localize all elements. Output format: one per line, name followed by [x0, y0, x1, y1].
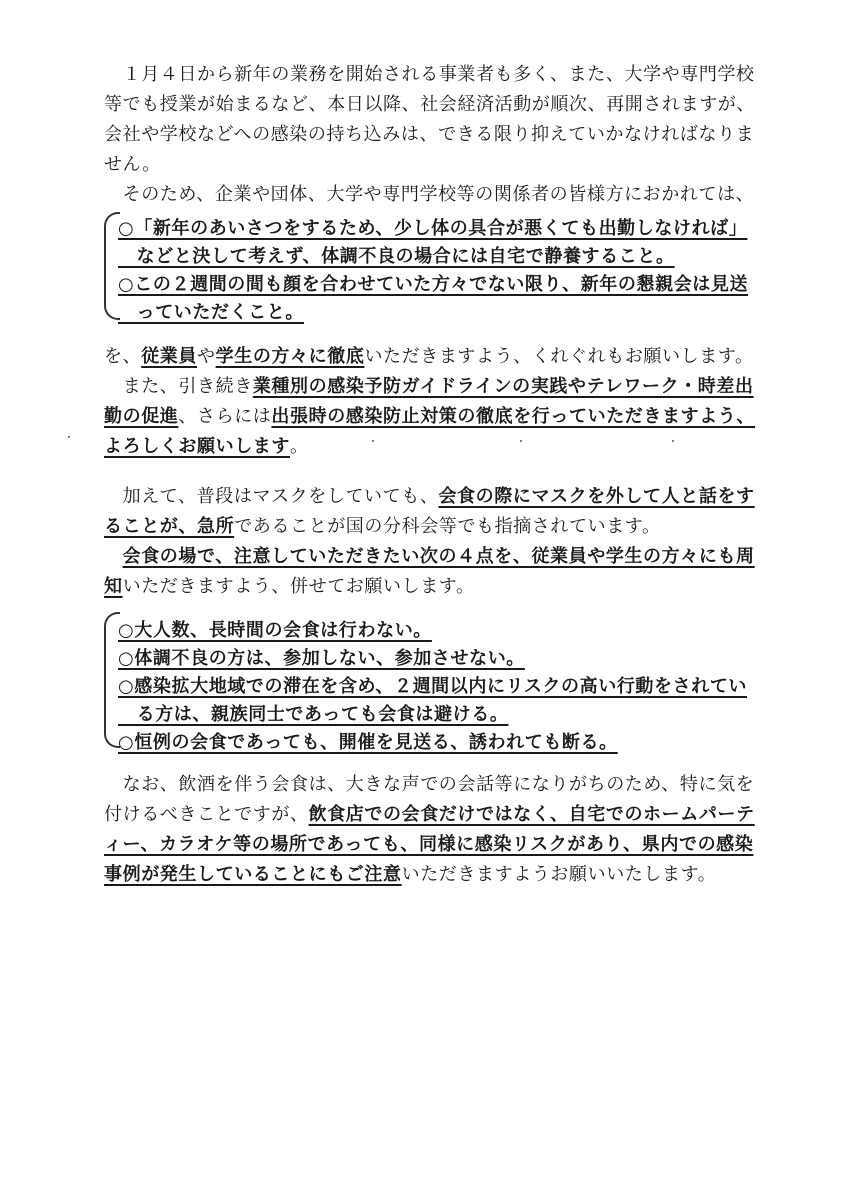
dining-2a: ることが、急所: [104, 516, 235, 537]
scan-speck: [672, 440, 674, 442]
dining-line-4: [104, 574, 475, 600]
dining-4b: いただきますよう、併せてお願いします。: [122, 576, 475, 597]
intro-line-4: せん。: [104, 154, 161, 175]
dining-4a: 知: [104, 576, 123, 597]
dining-3b: 会食の場で、注意していただきたい次の４点を、従業員や学生の方々にも周: [122, 546, 755, 567]
request-1b: 従業員: [141, 346, 198, 367]
request-1a: を、: [104, 346, 142, 367]
request-4a: よろしくお願いします: [104, 436, 290, 457]
bracket2-item-3-line-1: [118, 674, 747, 700]
dining-3a: [104, 546, 123, 567]
closing-4b: いただきますようお願いいたします。: [401, 864, 717, 885]
request-3b: 、さらには: [178, 406, 272, 427]
request-line-3: [104, 404, 755, 430]
request-2b: 業種別の感染予防ガイドラインの実践やテレワーク・時差出: [252, 376, 754, 397]
request-line-2: [104, 374, 754, 400]
request-4b: 。: [290, 436, 309, 457]
scan-speck: [68, 436, 70, 438]
dining-line-2: [104, 514, 661, 540]
request-1e: いただきますよう、くれぐれもお願いします。: [364, 346, 754, 367]
dining-line-1: [104, 484, 755, 510]
closing-line-3: ィー、カラオケ等の場所であっても、同様に感染リスクがあり、県内での感染: [104, 834, 754, 855]
intro-line-5: そのため、企業や団体、大学や専門学校等の関係者の皆様方におかれては、: [104, 184, 755, 205]
bracket2-item-1-line: [118, 618, 432, 644]
closing-line-1: なお、飲酒を伴う会食は、大きな声での会話等になりがちのため、特に気を: [104, 774, 755, 795]
closing-2b: 飲食店での会食だけではなく、自宅でのホームパーテ: [308, 804, 755, 825]
bracket2-item-4: ○恒例の会食であっても、開催を見送る、誘われても断る。: [118, 732, 618, 753]
closing-line-2: [104, 802, 755, 828]
closing-4a: 事例が発生していることにもご注意: [104, 864, 402, 885]
request-1d: 学生の方々に徹底: [215, 346, 365, 367]
bracket2-item-1: ○大人数、長時間の会食は行わない。: [118, 620, 432, 641]
intro-line-3: 会社や学校などへの感染の持ち込みは、できる限り抑えていかなければなりま: [104, 124, 755, 145]
bracket2-item-3b: る方は、親族同士であっても会食は避ける。: [118, 704, 509, 725]
bracket1-item-1-line-2: [118, 244, 675, 270]
closing-line-4: [104, 862, 716, 888]
request-2a: また、引き続き: [104, 376, 253, 397]
bracket1-item-2-line-2: [118, 300, 304, 326]
dining-1a: 加えて、普段はマスクをしていても、: [104, 486, 439, 507]
request-line-1: [104, 344, 754, 370]
request-line-4: [104, 434, 309, 460]
scan-speck: [520, 440, 522, 442]
bracket2-item-4-line: [118, 730, 618, 756]
bracket1-item-2-line-1: [118, 272, 748, 298]
dining-line-3: [104, 544, 755, 570]
bracket1-item-1b: などと決して考えず、体調不良の場合には自宅で静養すること。: [118, 246, 675, 267]
request-3a: 勤の促進: [104, 406, 179, 427]
request-3c: 出張時の感染防止対策の徹底を行っていただきますよう、: [271, 406, 756, 427]
closing-2a: 付けるべきことですが、: [104, 804, 309, 825]
request-1c: や: [197, 346, 216, 367]
bracket1-item-2b: っていただくこと。: [118, 302, 304, 323]
scan-speck: [372, 440, 374, 442]
bracket2-item-3-line-2: [118, 702, 508, 728]
bracket2-item-2-line: [118, 646, 525, 672]
dining-1b: 会食の際にマスクを外して人と話をす: [438, 486, 755, 507]
intro-line-1: １月４日から新年の業務を開始される事業者も多く、また、大学や専門学校: [104, 64, 755, 85]
bracket1-item-1-line-1: [118, 216, 747, 242]
bracket1-item-2a: ○この２週間の間も顔を合わせていた方々でない限り、新年の懇親会は見送: [118, 274, 749, 295]
bracket2-item-2: ○体調不良の方は、参加しない、参加させない。: [118, 648, 525, 669]
intro-line-2: 等でも授業が始まるなど、本日以降、社会経済活動が順次、再開されますが、: [104, 94, 755, 115]
bracket2-item-3a: ○感染拡大地域での滞在を含め、２週間以内にリスクの高い行動をされてい: [118, 676, 748, 697]
bracket1-item-1a: ○「新年のあいさつをするため、少し体の具合が悪くても出勤しなければ」: [118, 218, 748, 239]
dining-2b: であることが国の分科会等でも指摘されています。: [234, 516, 661, 537]
